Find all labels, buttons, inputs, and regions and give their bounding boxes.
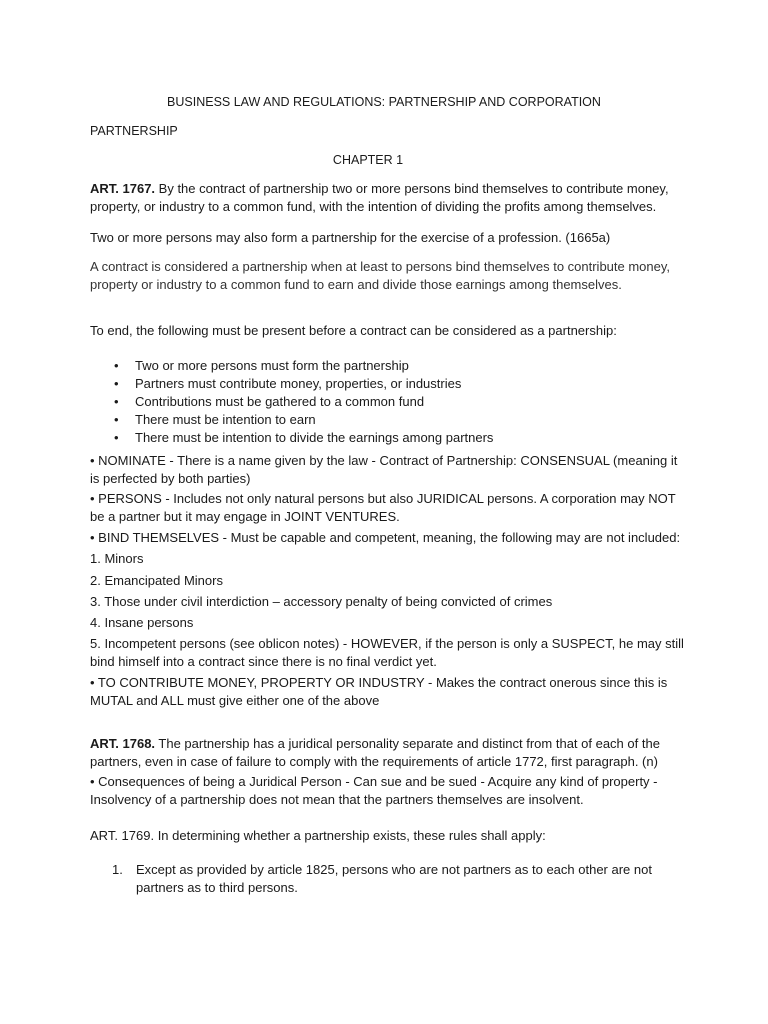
art-1768-text: The partnership has a juridical personality separate and distinct from that of each of the partners, even in case of failure to comply with the requirements of article 1772, first paragraph. (n) <box>90 736 660 769</box>
document-title: BUSINESS LAW AND REGULATIONS: PARTNERSHIP AND CORPORATION <box>167 95 601 109</box>
art-1769-paragraph: ART. 1769. In determining whether a partnership exists, these rules shall apply: <box>90 828 546 843</box>
list-item: • There must be intention to divide the earnings among partners <box>90 429 650 447</box>
numbered-item: 4. Insane persons <box>90 615 194 630</box>
nominate-paragraph: • NOMINATE - There is a name given by the law - Contract of Partnership: CONSENSUAL (meaning it is perfected by both parties) <box>90 453 678 486</box>
section-heading: PARTNERSHIP <box>90 124 178 138</box>
numbered-item: 3. Those under civil interdiction – accessory penalty of being convicted of crimes <box>90 594 553 609</box>
rule-text: Except as provided by article 1825, persons who are not partners as to each other are not partners as to third persons. <box>136 862 652 895</box>
list-item: • There must be intention to earn <box>90 411 650 429</box>
to-end-paragraph: To end, the following must be present before a contract can be considered as a partnership: <box>90 323 617 338</box>
contract-paragraph: A contract is considered a partnership when at least to persons bind themselves to contribute money, property or industry to a common fund to earn and divide those earnings among themselves. <box>90 259 671 292</box>
art-1768-paragraph <box>90 735 690 771</box>
list-item <box>112 861 672 897</box>
art-1767-text: By the contract of partnership two or more persons bind themselves to contribute money, property, or industry to a common fund, with the intention of dividing the profits among themselves. <box>90 181 669 214</box>
art-1767-label: ART. 1767. <box>90 181 156 196</box>
chapter-heading: CHAPTER 1 <box>332 153 404 167</box>
numbered-item: 1. Minors <box>90 551 144 566</box>
profession-paragraph: Two or more persons may also form a partnership for the exercise of a profession. (1665a) <box>90 230 611 245</box>
art-1767-paragraph <box>90 180 690 216</box>
bind-paragraph: • BIND THEMSELVES - Must be capable and competent, meaning, the following may are not included: <box>90 530 681 545</box>
rule-number: 1. <box>112 862 123 877</box>
rules-list <box>112 861 672 897</box>
list-item: • Two or more persons must form the partnership <box>90 357 650 375</box>
list-item: • Contributions must be gathered to a common fund <box>90 393 650 411</box>
persons-paragraph: • PERSONS - Includes not only natural persons but also JURIDICAL persons. A corporation may NOT be a partner but it may engage in JOINT VENTURES. <box>90 491 676 524</box>
list-item: • Partners must contribute money, properties, or industries <box>90 375 650 393</box>
consequences-paragraph: • Consequences of being a Juridical Person - Can sue and be sued - Acquire any kind of property - Insolvency of a partnership does not mean that the partners themselves are insolvent. <box>90 774 658 807</box>
contribute-paragraph: • TO CONTRIBUTE MONEY, PROPERTY OR INDUSTRY - Makes the contract onerous since this is MUTAL and ALL must give either one of the above <box>90 675 668 708</box>
numbered-item: 2. Emancipated Minors <box>90 573 223 588</box>
art-1768-label: ART. 1768. <box>90 736 156 751</box>
numbered-item: 5. Incompetent persons (see oblicon notes) - HOWEVER, if the person is only a SUSPECT, he may still bind himself into a contract since there is no final verdict yet. <box>90 636 684 669</box>
requirements-list <box>90 357 650 447</box>
